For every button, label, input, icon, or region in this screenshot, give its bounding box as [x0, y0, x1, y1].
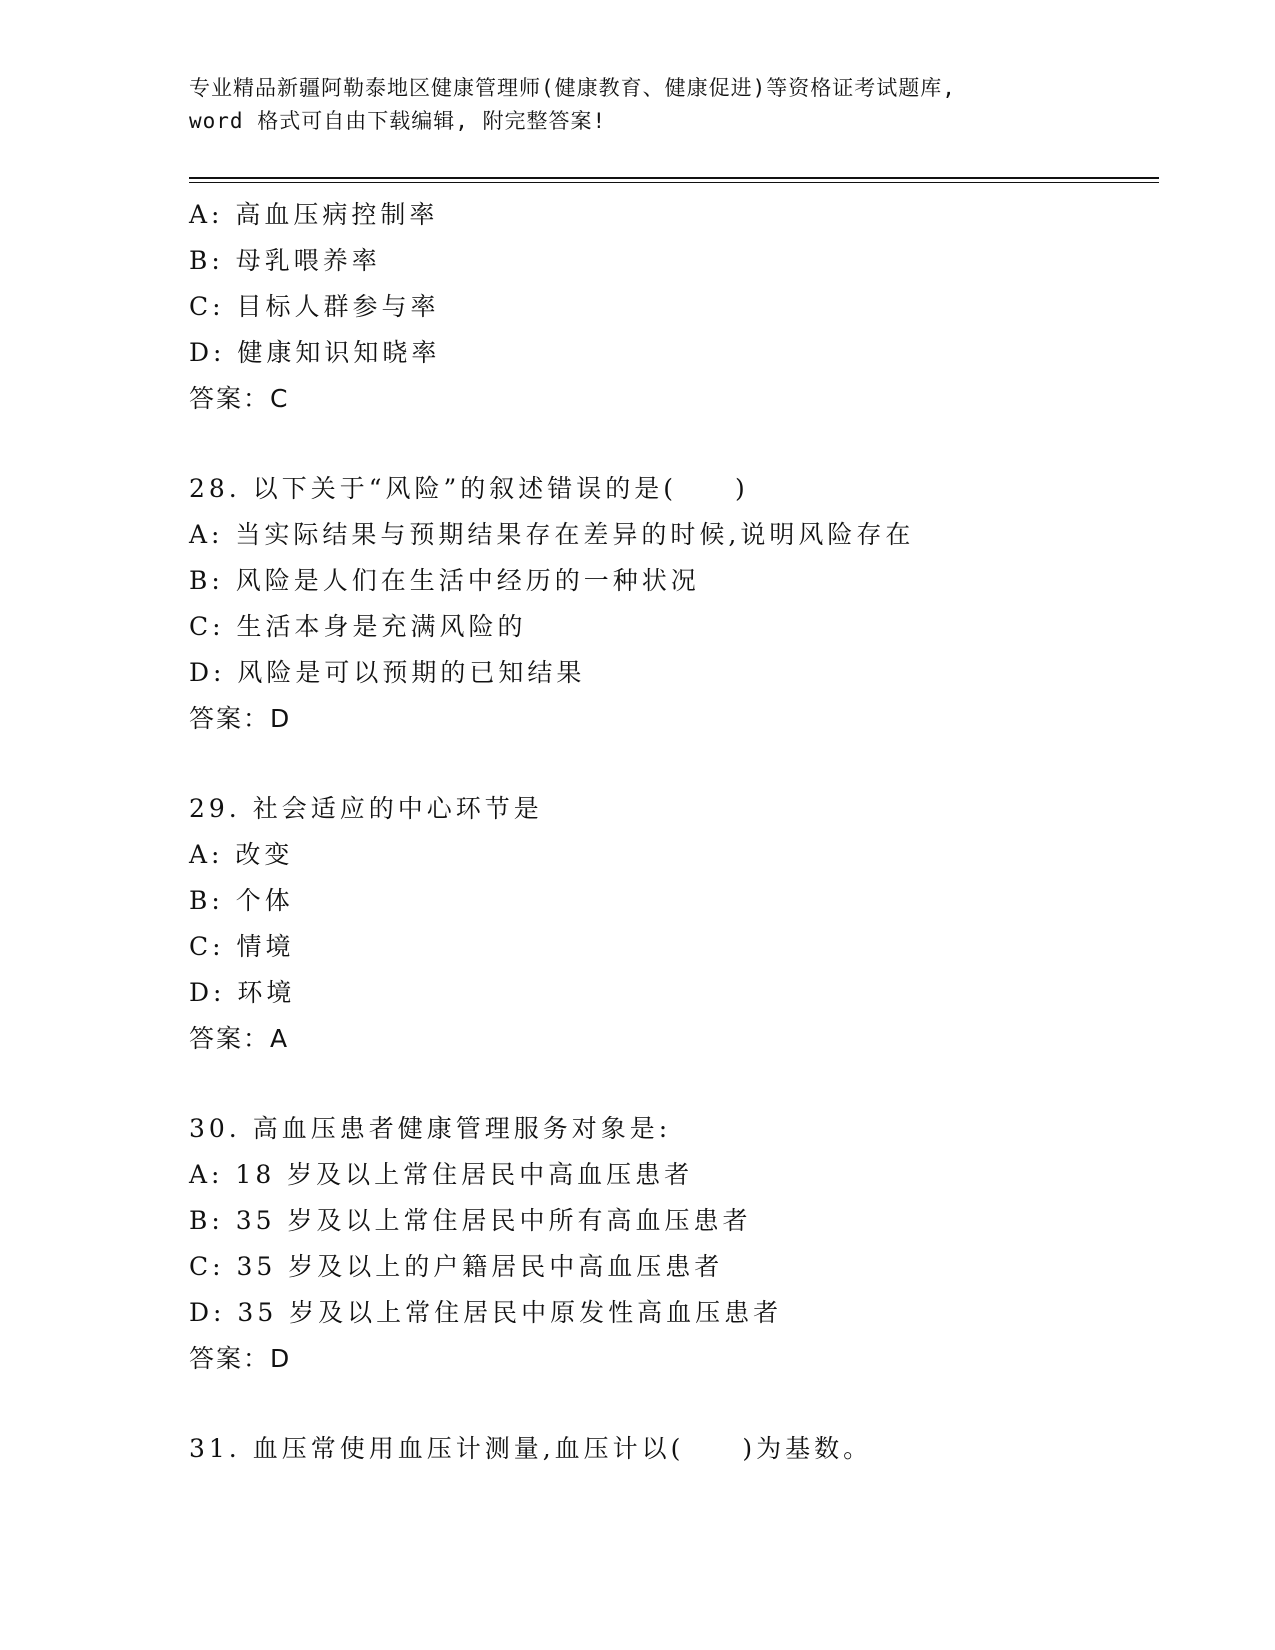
option-d: D: 健康知识知晓率: [189, 338, 441, 367]
question-stem: 29. 社会适应的中心环节是: [189, 794, 543, 823]
question-28: [189, 466, 1159, 742]
question-content: [189, 192, 1159, 1472]
option-c: C: 情境: [189, 932, 295, 961]
header-divider-thick: [189, 177, 1159, 179]
option-a: A: 当实际结果与预期结果存在差异的时候,说明风险存在: [189, 520, 915, 549]
question-27-partial: [189, 192, 1159, 422]
question-stem: 31. 血压常使用血压计测量,血压计以( )为基数。: [189, 1434, 873, 1463]
option-c: C: 生活本身是充满风险的: [189, 612, 527, 641]
option-a: A: 高血压病控制率: [189, 200, 439, 229]
answer: 答案：D: [189, 1344, 292, 1373]
question-stem: 30. 高血压患者健康管理服务对象是:: [189, 1114, 672, 1143]
answer: 答案：A: [189, 1024, 290, 1053]
option-d: D: 风险是可以预期的已知结果: [189, 658, 586, 687]
question-31: [189, 1426, 1159, 1472]
header-divider-thin: [189, 182, 1159, 183]
option-c: C: 目标人群参与率: [189, 292, 440, 321]
option-b: B: 母乳喂养率: [189, 246, 381, 275]
option-b: B: 个体: [189, 886, 294, 915]
header-line-2: word 格式可自由下载编辑, 附完整答案!: [189, 109, 607, 133]
header-line-1: 专业精品新疆阿勒泰地区健康管理师(健康教育、健康促进)等资格证考试题库,: [189, 76, 956, 100]
document-header: [189, 72, 1089, 138]
option-d: D: 环境: [189, 978, 296, 1007]
option-b: B: 风险是人们在生活中经历的一种状况: [189, 566, 700, 595]
option-d: D: 35 岁及以上常住居民中原发性高血压患者: [189, 1298, 783, 1327]
option-b: B: 35 岁及以上常住居民中所有高血压患者: [189, 1206, 752, 1235]
option-a: A: 改变: [189, 840, 294, 869]
question-30: [189, 1106, 1159, 1382]
option-a: A: 18 岁及以上常住居民中高血压患者: [189, 1160, 694, 1189]
answer: 答案：D: [189, 704, 292, 733]
question-stem: 28. 以下关于“风险”的叙述错误的是( ): [189, 474, 749, 503]
question-29: [189, 786, 1159, 1062]
answer: 答案：C: [189, 384, 290, 413]
option-c: C: 35 岁及以上的户籍居民中高血压患者: [189, 1252, 724, 1281]
